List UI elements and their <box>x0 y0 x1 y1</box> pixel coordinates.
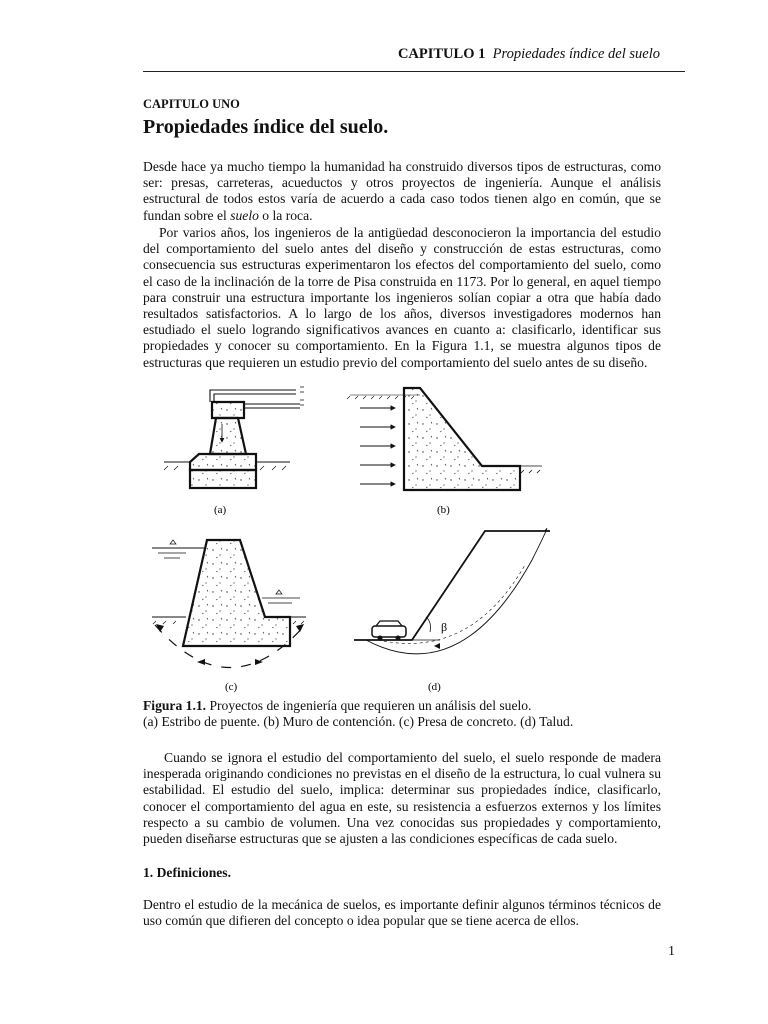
slope-angle-beta: β <box>441 620 448 634</box>
running-header-title: Propiedades índice del suelo <box>492 46 660 62</box>
diagram-d-slope <box>354 529 550 693</box>
car-icon <box>372 621 406 641</box>
figure-label-d: (d) <box>428 681 441 693</box>
chapter-title: Propiedades índice del suelo. <box>143 116 389 138</box>
diagram-b-retaining-wall <box>347 388 542 516</box>
chapter-label: CAPITULO UNO <box>143 97 240 111</box>
body-paragraph-4: Dentro el estudio de la mecánica de suelos, es importante definir algunos términos técnicos de uso común que difieren del concepto o idea popular que se tiene acerca de ellos. <box>143 897 661 929</box>
body-paragraph-3: Cuando se ignora el estudio del comportamiento del suelo, el suelo responde de madera inesperada originando condiciones no previstas en el diseño de la estructura, lo cual vulnera su estabilidad. El estudio del suelo, implica: determinar sus propiedades índice, clasificarlo, conocer el comportamiento del agua en este, su resistencia a esfuerzos externos y los límites respecto a su cambio de volumen. Una vez conocidas sus propiedades y comportamiento, pueden diseñarse estructuras que se ajusten a las condiciones específicas de cada suelo. <box>143 750 661 847</box>
intro-p1-italic-term: suelo <box>230 207 259 223</box>
figure-caption-text: Proyectos de ingeniería que requieren un análisis del suelo. <box>206 698 532 713</box>
figure-label-b: (b) <box>437 504 450 516</box>
figure-caption <box>143 698 661 730</box>
figure-caption-subitems: (a) Estribo de puente. (b) Muro de contención. (c) Presa de concreto. (d) Talud. <box>143 714 574 730</box>
figure-caption-number: Figura 1.1. <box>143 698 207 713</box>
diagram-c-concrete-dam <box>152 540 306 693</box>
intro-p1-text: Desde hace ya mucho tiempo la humanidad ha construido diversos tipos de estructuras, como ser: presas, carreteras, acueductos y otros proyectos de ingeniería. Aunque el análisis estructural de todos estos varía de acuerdo a cada caso todos tienen algo en común, que se fundan sobre el <box>143 159 661 223</box>
diagram-a-bridge-abutment <box>164 387 304 516</box>
figure-label-c: (c) <box>225 681 238 693</box>
section-heading-definiciones: 1. Definiciones. <box>143 865 231 880</box>
intro-paragraph-2: Por varios años, los ingenieros de la antigüedad desconocieron la importancia del estudio del comportamiento del suelo antes del diseño y construcción de estas estructuras, como consecuencia sus estructuras experimentaron los efectos del comportamiento del suelo, como el caso de la inclinación de la torre de Pisa construida en 1173. Por lo general, en aquel tiempo para construir una estructura importante los ingenieros solían copiar a otra que había dado resultados satisfactorios. A lo largo de los años, diversos investigadores modernos han estudiado el suelo logrando significativos avances en cuanto a: clasificarlo, identificar sus propiedades y conocer su comportamiento. En la Figura 1.1, se muestra algunos tipos de estructuras que requieren un estudio previo del comportamiento del suelo antes de su diseño. <box>143 225 661 370</box>
page-number: 1 <box>668 944 675 959</box>
running-header-chapter: CAPITULO 1 <box>397 46 486 62</box>
intro-p1-end: o la roca. <box>258 207 313 223</box>
figure-label-a: (a) <box>214 504 227 516</box>
